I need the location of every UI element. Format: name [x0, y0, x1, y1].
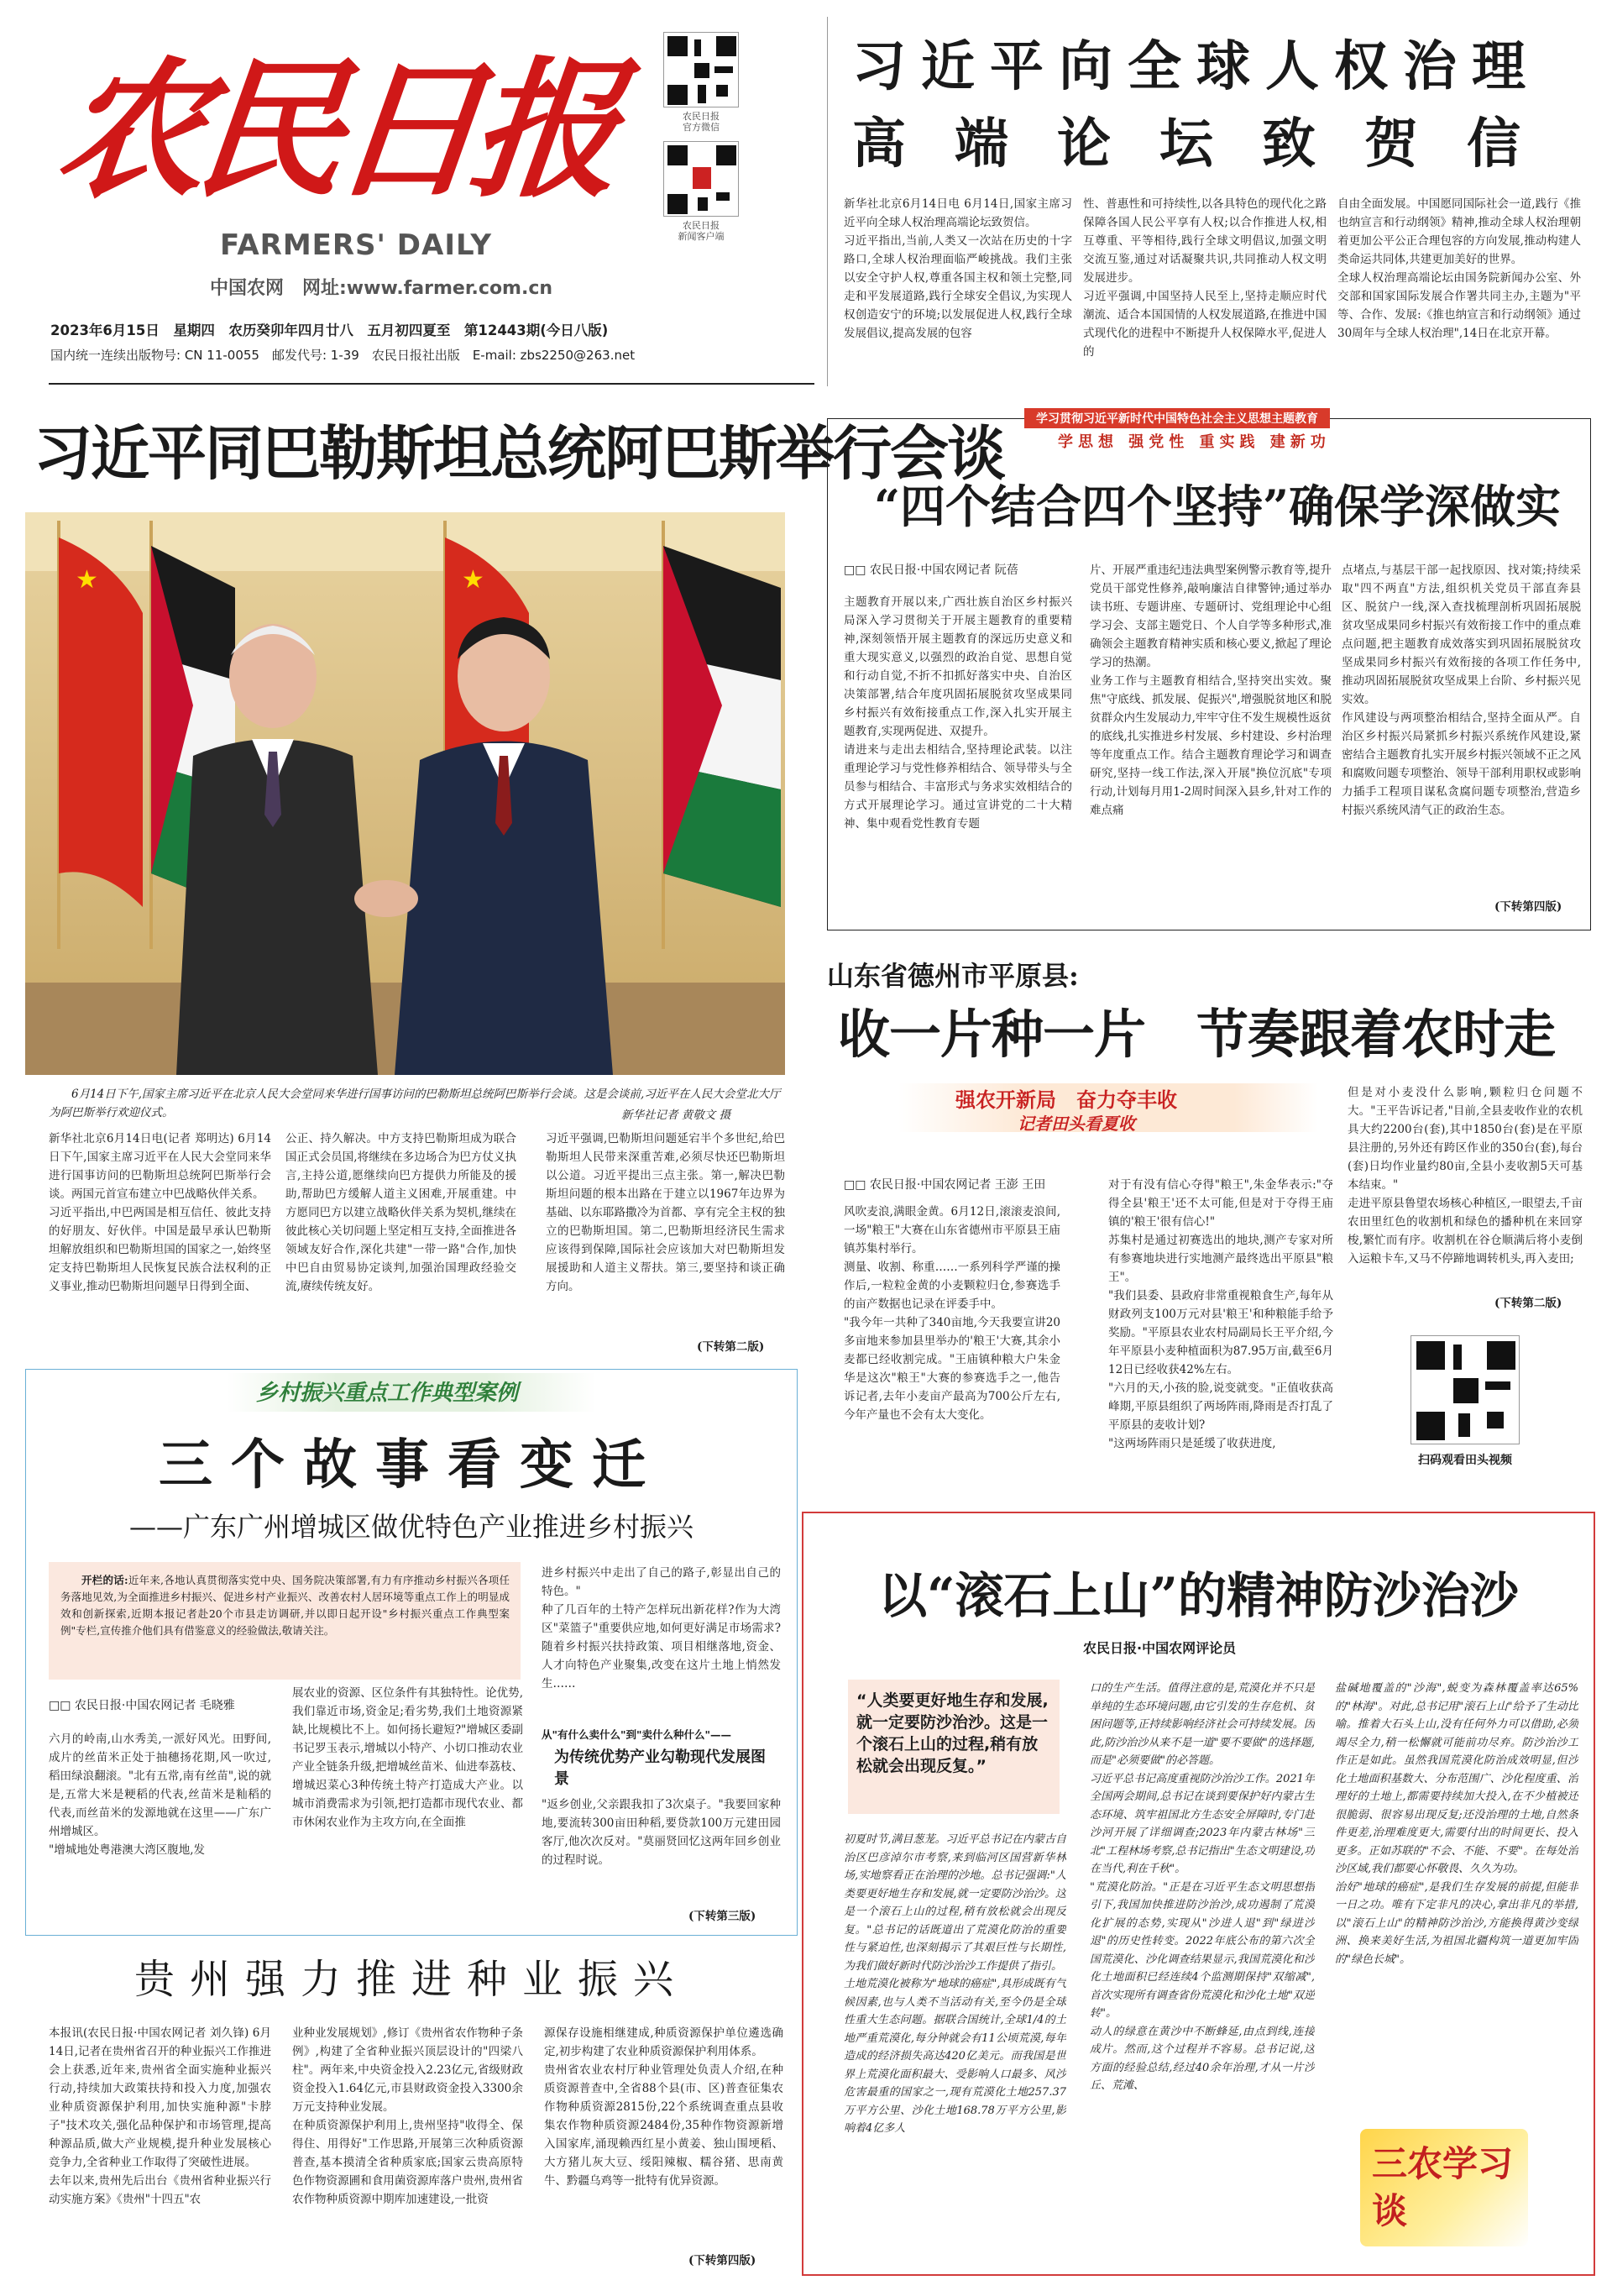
palestine-continued: (下转第二版)	[697, 1340, 765, 1354]
svg-text:★: ★	[76, 565, 98, 595]
study-col-3: 点堵点,与基层干部一起找原因、找对策;持续采取"四不两直"方法,组织机关党员干部直奔县区、脱贫户一线,深入查找梳理剖析巩固拓展脱贫攻坚成果同乡村振兴有效衔接工作中的重点难点问题,把主题教育成效落实到巩固拓展脱贫攻坚成果同乡村振兴有效衔接的各项工作任务中,推动巩固拓展脱贫攻坚成果上台阶、乡村振兴见实效。 作风建设与两项整治相结合,坚持全面从严。自治区乡村振兴局紧抓乡村振兴系统作风建设,紧密结合主题教育扎实开展乡村振兴领域不正之风和腐败问题专项整治、领导干部利用职权或影响力插手工程项目谋私贪腐问题专项整治,营造乡村振兴系统风清气正的政治生态。	[1342, 564, 1581, 817]
palestine-col-3: 习近平强调,巴勒斯坦问题延宕半个多世纪,给巴勒斯坦人民带来深重苦难,必须尽快还巴勒斯坦以公道。习近平提出三点主张。第一,解决巴勒斯坦问题的根本出路在于建立以1967年边界为基础、以东耶路撒冷为首都、享有完全主权的独立的巴勒斯坦国。第二,巴勒斯坦经济民生需求应该得到保障,国际社会应该加大对巴勒斯坦发展援助和人道主义帮扶。第三,要坚持和谈正确方向。	[546, 1132, 785, 1293]
human-rights-col-2: 性、普惠性和可持续性,以各具特色的现代化之路保障各国人民公平享有人权;以合作推进人权,相互尊重、平等相待,践行全球文明倡议,加强文明交流互鉴,通过对话凝聚共识,共同推动人权文明发展进步。 习近平强调,中国坚持人民至上,坚持走顺应时代潮流、适合本国国情的人权发展道路,在推进中国式现代化的进程中不断提升人权保障水平,促进人的	[1083, 197, 1327, 359]
guizhou-continued: (下转第四版)	[688, 2254, 756, 2267]
desert-col-2: 口的生产生活。值得注意的是,荒漠化并不只是单纯的生态环境问题,由它引发的生存危机、贫困问题等,正持续影响经济社会可持续发展。因此,防沙治沙从来不是一道"要不要做"的选择题,而是"必须要做"的必答题。 习近平总书记高度重视防沙治沙工作。2021年全国两会期间,总书记在谈到要保护好内蒙古生态环境、筑牢祖国北方生态安全屏障时,专门赴沙河开展了详细调查;2023年内蒙古林场"三北"工程林场考察,总书记指出"生态文明建设,功在当代,利在千秋"。 "荒漠化防治。"正是在习近平生态文明思想指引下,我国加快推进防沙治沙,成功遏制了荒漠化扩展的态势,实现从"沙进人退"到"绿进沙退"的历史性转变。2022年底公布的第六次全国荒漠化、沙化调查结果显示,我国荒漠化和沙化土地面积已经连续4个监测期保持"双缩减",首次实现所有调查省份荒漠化和沙化土地"双逆转"。 动人的绿意在黄沙中不断蜂延,由点到线,连接成片。然而,这个过程并不容易。总书记说,这方面的经验总结,经过40余年治理,才从一片沙丘、荒滩、	[1090, 1682, 1315, 2092]
guangzhou-banner: 乡村振兴重点工作典型案例	[256, 1381, 519, 1406]
desert-col-3: 盐碱地覆盖的"沙海",蜕变为森林覆盖率达65%的"林海"。对此,总书记用"滚石上山"给予了生动比喻。推着大石头上山,没有任何外力可以借助,必须竭尽全力,稍一松懈就可能前功尽弃。防沙治沙工作正是如此。虽然我国荒漠化防治成效明显,但沙化土地面积基数大、分布范围广、沙化程度重、治理好的土地上,都需要持续加大投入,在不少植被还很脆弱、很容易出现反复;还没治理的土地,自然条件更差,治理难度更大,需要付出的时间更长、投入更多。正如苏联的"不会、不能、不要"。在每处治沙区域,我们都要心怀敬畏、久久为功。 治好"地球的癌症",是我们生存发展的前提,但能非一日之功。唯有下定非凡的决心,拿出非凡的举措,以"滚石上山"的精神防沙治沙,方能换得黄沙变绿洲、换来美好生活,为祖国北疆构筑一道更加牢固的"绿色长城"。	[1335, 1682, 1578, 1966]
study-col-2: 片、开展严重违纪违法典型案例警示教育等,提升党员干部党性修养,敲响廉洁自律警钟;通过举办读书班、专题讲座、专题研讨、党组理论中心组学习会、支部主题党日、个人自学等多种形式,准确领会主题教育精神实质和核心要义,掀起了理论学习的热潮。 业务工作与主题教育相结合,坚持突出实效。聚焦"守底线、抓发展、促振兴",增强脱贫地区和脱贫群众内生发展动力,牢牢守住不发生规模性返贫的底线,扎实推进乡村发展、乡村建设、乡村治理等年度重点工作。结合主题教育理论学习和调查研究,坚持一线工作法,深入开展"换位沉底"专项行动,计划每月用1-2周时间深入县乡,针对工作的难点痛	[1090, 564, 1332, 817]
qr-label-app: 农民日报 新闻客户端	[678, 220, 725, 242]
guizhou-title: 贵州强力推进种业振兴	[133, 1956, 688, 2003]
wheat-banner-1: 强农开新局 奋力夺丰收	[955, 1088, 1177, 1112]
palestine-col-1: 新华社北京6月14日电(记者 郑明达) 6月14日下午,国家主席习近平在人民大会堂同来华进行国事访问的巴勒斯坦总统阿巴斯举行会谈。两国元首宣布建立中巴战略伙伴关系。 习近平指出,中巴两国是相互信任、彼此支持的好朋友、好伙伴。中国是最早承认巴勒斯坦解放组织和巴勒斯坦国的国家之一,始终坚定支持巴勒斯坦人民恢复民族合法权利的正义事业,推动巴勒斯坦问题早日得到全面、	[49, 1132, 271, 1293]
study-byline: □□ 农民日报·中国农网记者 阮蓓	[844, 564, 1018, 577]
guangzhou-col-1: 六月的岭南,山水秀美,一派好风光。田野间,成片的丝苗米正处于抽穗扬花期,风一吹过,稻田绿浪翻滚。"北有五常,南有丝苗",说的就是,五常大米是粳稻的代表,丝苗米是籼稻的代表,而丝苗米的发源地就在这里——广东广州增城区。 "增城地处粤港澳大湾区腹地,发	[49, 1732, 271, 1857]
guangzhou-col-3-bottom: "返乡创业,父亲跟我扣了3次桌子。"我要回家种地,要流转300亩田种稻,要贷款100万元建田园客厅,他次次反对。"莫丽贤回忆这两年回乡创业的过程时说。	[542, 1798, 781, 1867]
wheat-title: 收一片种一片 节奏跟着农时走	[838, 1004, 1556, 1065]
study-continued: (下转第四版)	[1494, 900, 1562, 914]
palestine-photo	[25, 512, 785, 1075]
masthead-rule	[49, 383, 814, 385]
desert-byline: 农民日报·中国农网评论员	[1083, 1640, 1237, 1656]
human-rights-title-2: 高端论坛致贺信	[852, 113, 1569, 176]
guangzhou-title: 三个故事看变迁	[159, 1434, 664, 1497]
palestine-title: 习近平同巴勒斯坦总统阿巴斯举行会谈	[34, 418, 1004, 488]
wheat-qr-caption: 扫码观看田头视频	[1418, 1454, 1512, 1467]
guangzhou-intro	[60, 1572, 510, 1673]
guangzhou-intro-label: 开栏的话:	[81, 1574, 128, 1586]
qr-code-app[interactable]	[663, 141, 739, 217]
wheat-banner-2: 记者田头看夏收	[1018, 1114, 1135, 1134]
palestine-photo-credit: 新华社记者 黄敬文 摄	[621, 1109, 731, 1122]
qr-code-wechat[interactable]	[663, 32, 739, 107]
guangzhou-byline: □□ 农民日报·中国农网记者 毛晓雅	[49, 1699, 235, 1712]
guangzhou-continued: (下转第三版)	[688, 1910, 756, 1923]
wheat-continued: (下转第二版)	[1494, 1297, 1562, 1310]
guangzhou-intro-text: 近年来,各地认真贯彻落实党中央、国务院决策部署,有力有序推动乡村振兴各项任务落地见效,为全面推进乡村振兴、促进乡村产业振兴、改善农村人居环境等重点工作上的明显成效和创新探索,近期本报记者赴20个市县走访调研,并以即日起开设"乡村振兴重点工作典型案例"专栏,宣传推介他们具有借鉴意义的经验做法,敬请关注。	[60, 1574, 510, 1637]
masthead-english: FARMERS' DAILY	[220, 228, 492, 262]
vertical-rule-top	[827, 17, 828, 386]
study-col-1: 主题教育开展以来,广西壮族自治区乡村振兴局深入学习贯彻关于开展主题教育的重要精神,深刻领悟开展主题教育的深远历史意义和重大现实意义,以强烈的政治自觉、思想自觉和行动自觉,不折不扣抓好落实中央、自治区决策部署,结合年度巩固拓展脱贫攻坚成果同乡村振兴有效衔接重点工作,深入扎实开展主题教育,实现两促进、双提升。 请进来与走出去相结合,坚持理论武装。以注重理论学习与党性修养相结合、领导带头与全员参与相结合、丰富形式与务求实效相结合的方式开展理论学习。通过宣讲党的二十大精神、集中观看党性教育专题	[844, 595, 1072, 831]
desert-col-1: 初夏时节,满目葱茏。习近平总书记在内蒙古自治区巴彦淖尔市考察,来到临河区国营新华林场,实地察看正在治理的沙地。总书记强调:"人类要更好地生存和发展,就一定要防沙治沙。这是一个滚石上山的过程,稍有放松就会出现反复。"总书记的话既道出了荒漠化防治的重要性与紧迫性,也深刻揭示了其艰巨性与长期性,为我们做好新时代防沙治沙工作提供了指引。 土地荒漠化被称为"地球的癌症",具形成既有气候因素,也与人类不当活动有关,至今仍是全球性重大生态问题。据联合国统计,全球1/4的土地严重荒漠化,每分钟就会有11公顷荒漠,每年造成的经济损失高达420亿美元。而我国是世界上荒漠化面积最大、受影响人口最多、风沙危害最重的国家之一,现有荒漠化土地257.37万平方公里、沙化土地168.78万平方公里,影响着4亿多人	[844, 1833, 1066, 2135]
masthead-site: 中国农网 网址:www.farmer.com.cn	[210, 278, 553, 299]
wheat-col-1: 风吹麦浪,满眼金黄。6月12日,滚滚麦浪间,一场"粮王"大赛在山东省德州市平原县王庙镇苏集村举行。 测量、收割、称重……一系列科学严谨的操作后,一粒粒金黄的小麦颗粒归仓,参赛选手的亩产数据也记录在评委手中。 "我今年一共种了340亩地,今天我要宣讲20多亩地来参加县里举办的'粮王'大赛,其余小麦都已经收割完成。"王庙镇种粮大户朱金华是这次"粮王"大赛的参赛选手之一,他告诉记者,去年小麦亩产最高为700公斤左右,今年产量也不会有太大变化。	[844, 1205, 1060, 1422]
palestine-caption: 6月14日下午,国家主席习近平在北京人民大会堂同来华进行国事访问的巴勒斯坦总统阿巴斯举行会谈。这是会谈前,习近平在人民大会堂北大厅为阿巴斯举行欢迎仪式。	[49, 1088, 781, 1119]
study-banner: 学习贯彻习近平新时代中国特色社会主义思想主题教育	[1024, 408, 1330, 428]
masthead-date-line: 2023年6月15日 星期四 农历癸卯年四月廿八 五月初四夏至 第12443期(今日八版)	[50, 322, 609, 338]
masthead	[0, 0, 816, 386]
desert-title: 以“滚石上山”的精神防沙治沙	[878, 1567, 1519, 1624]
guangzhou-section-title: 为传统优势产业勾勒现代发展图景	[554, 1748, 766, 1788]
study-title: “四个结合四个坚持”确保学深做实	[873, 480, 1562, 533]
palestine-col-2: 公正、持久解决。中方支持巴勒斯坦成为联合国正式会员国,将继续在多边场合为巴方仗义执言,主持公道,愿继续向巴方提供力所能及的援助,帮助巴方缓解人道主义困难,开展重建。中方愿同巴方以建立战略伙伴关系为契机,继续在彼此核心关切问题上坚定相互支持,全面推进各领域友好合作,深化共建"一带一路"合作,加快中巴自由贸易协定谈判,加强治国理政经验交流,赓续传统友好。	[285, 1132, 516, 1293]
guangzhou-subtitle: ——广东广州增城区做优特色产业推进乡村振兴	[128, 1511, 693, 1543]
guizhou-col-1: 本报讯(农民日报·中国农网记者 刘久锋) 6月14日,记者在贵州省召开的种业振兴工作推进会上获悉,近年来,贵州省全面实施种业振兴行动,持续加大政策扶持和投入力度,加强农业种质资源保护利用,加快实施种源"卡脖子"技术攻关,强化品种保护和市场管理,提高种源品质,做大产业规模,提升种业发展核心竞争力,全省种业工作取得了突破性进展。 去年以来,贵州先后出台《贵州省种业振兴行动实施方案》《贵州"十四五"农	[49, 2026, 271, 2206]
wheat-col-3: 但是对小麦没什么影响,颗粒归仓问题不大。"王平告诉记者,"目前,全县麦收作业的农机具大约2200台(套),其中1850台(套)是在平原县注册的,另外还有跨区作业的350台(套),每台(套)日均作业量约80亩,全县小麦收割5天可基本结束。" 走进平原县鲁望农场核心种植区,一眼望去,千亩农田里红色的收割机和绿色的播种机在来回穿梭,繁忙而有序。收割机在谷仓顺满后将小麦倒入运粮卡车,又马不停蹄地调转机头,再入麦田;	[1348, 1086, 1583, 1266]
desert-quote: “人类要更好地生存和发展,就一定要防沙治沙。这是一个滚石上山的过程,稍有放松就会出现反复。”	[856, 1691, 1049, 1775]
guangzhou-section-label: 从"有什么卖什么"到"卖什么种什么"——	[542, 1728, 732, 1741]
human-rights-col-3: 自由全面发展。中国愿同国际社会一道,践行《推也纳宣言和行动纲领》精神,推动全球人权治理朝着更加公平公正合理包容的方向发展,推动构建人类命运共同体,共建更加美好的世界。 全球人权治理高端论坛由国务院新闻办公室、外交部和国家国际发展合作署共同主办,主题为"平等、合作、发展:《推也纳宣言和行动纲领》通过30周年与全球人权治理",14日在北京开幕。	[1337, 197, 1581, 340]
study-slogan: 学思想 强党性 重实践 建新功	[1058, 433, 1331, 451]
human-rights-title-1: 习近平向全球人权治理	[852, 35, 1541, 98]
svg-text:★: ★	[462, 565, 484, 595]
guizhou-col-3: 源保存设施相继建成,种质资源保护单位遴选确定,初步构建了农业种质资源保护利用体系。 贵州省农业农村厅种业管理处负责人介绍,在种质资源普查中,全省88个县(市、区)普查征集农作物种质资源2815份,22个系统调查重点县收集农作物种质资源2484份,35种作物资源新增入国家库,涌现赖西红星小黄姜、独山围埂稻、大方猪儿灰大豆、绥阳辣椒、糯谷猪、思南黄牛、黔疆乌鸡等一批特有优异资源。	[544, 2026, 783, 2188]
human-rights-col-1: 新华社北京6月14日电 6月14日,国家主席习近平向全球人权治理高端论坛致贺信。 习近平指出,当前,人类又一次站在历史的十字路口,全球人权治理面临严峻挑战。我们主张以安全守护人权,尊重各国主权和领土完整,同走和平发展道路,践行全球安全倡议,为实现人权创造安宁的环境;以发展促进人权,践行全球发展倡议,提高发展的包容	[844, 197, 1072, 340]
masthead-logo: 农民日报	[49, 42, 619, 218]
qr-code-video[interactable]	[1410, 1335, 1520, 1444]
guangzhou-col-2: 展农业的资源、区位条件有其独特性。论优势,我们靠近市场,资金足;看劣势,我们土地资源紧缺,比规模比不上。如何扬长避短?"增城区委副书记罗玉表示,增城以小特产、小切口推动农业产业全链条升级,把增城丝苗米、仙进奉荔枝、增城迟菜心3种传统土特产打造成大产业。以城市消费需求为引领,把打造都市现代农业、都市休闲农业作为主攻方向,在全面推	[292, 1686, 523, 1829]
wheat-col-2: 对于有没有信心夺得"粮王",朱金华表示:"夺得全县'粮王'还不太可能,但是对于夺得王庙镇的'粮王'很有信心!" 苏集村是通过初赛选出的地块,测产专家对所有参赛地块进行实地测产最终选出平原县"粮王"。 "我们县委、县政府非常重视粮食生产,每年从财政列支100万元对县'粮王'和种粮能手给予奖励。"平原县农业农村局副局长王平介绍,今年平原县小麦种植面积为87.95万亩,截至6月12日已经收获42%左右。 "六月的天,小孩的脸,说变就变。"正值收获高峰期,平原县组织了两场阵雨,降雨是否打乱了平原县的麦收计划? "这两场阵雨只是延缓了收获进度,	[1108, 1178, 1333, 1450]
guangzhou-col-3-top: 进乡村振兴中走出了自己的路子,彰显出自己的特色。" 种了几百年的土特产怎样玩出新花样?作为大湾区"菜篮子"重要供应地,如何更好满足市场需求?随着乡村振兴扶持政策、项目相继落地,资金、人才向特色产业聚集,改变在这片土地上悄然发生……	[542, 1566, 781, 1691]
masthead-info-line: 国内统一连续出版物号: CN 11-0055 邮发代号: 1-39 农民日报社出版 E-mail: zbs2250@263.net	[50, 348, 636, 363]
desert-badge: 三农学习谈	[1360, 2129, 1528, 2246]
guizhou-col-2: 业种业发展规划》,修订《贵州省农作物种子条例》,构建了全省种业振兴顶层设计的"四梁八柱"。两年来,中央资金投入2.23亿元,省级财政资金投入1.64亿元,市县财政资金投入3300余万元支持种业发展。 在种质资源保护利用上,贵州坚持"收得全、保得住、用得好"工作思路,开展第三次种质资源普查,基本摸清全省种质家底;国家云贵高原特色作物资源圃和食用菌资源库落户贵州,贵州省农作物种质资源中期库加速建设,一批资	[292, 2026, 523, 2206]
qr-label-wechat: 农民日报 官方微信	[683, 111, 720, 133]
wheat-subtitle: 山东省德州市平原县:	[827, 960, 1079, 992]
wheat-byline: □□ 农民日报·中国农网记者 王澎 王田	[844, 1178, 1046, 1192]
